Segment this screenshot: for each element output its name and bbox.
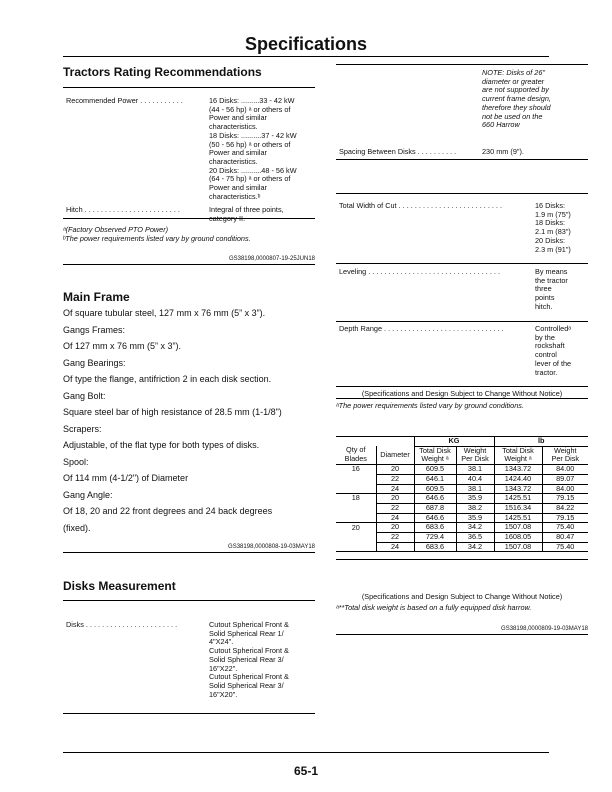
note-line: not be used on the [482, 111, 543, 121]
note-line: diameter or greater [482, 76, 545, 86]
disk-note [482, 69, 587, 130]
power-line: characteristics.ᵇ [209, 191, 261, 201]
tractors-heading: Tractors Rating Recommendations [63, 65, 262, 79]
power-line: Power and similar [209, 148, 267, 158]
width-row [339, 202, 587, 254]
kg-total-cell: 609.5 [414, 465, 456, 475]
lb-per-cell: 75.40 [542, 542, 588, 552]
weights-row [336, 474, 588, 484]
title-rule [63, 56, 549, 57]
lb-total-cell: 1343.72 [494, 484, 542, 494]
disks-line: Solid Spherical Rear 1/ [209, 628, 284, 638]
leveling-line: points [535, 293, 555, 303]
kg-per-header: Weight Per Disk [456, 446, 494, 464]
tractors-table [63, 87, 315, 223]
lb-total-cell: 1425.51 [494, 494, 542, 504]
disks-line: 4"X24". [209, 637, 234, 647]
qty-cell: 16 [351, 464, 360, 474]
note-line: therefore they should [482, 102, 551, 112]
qty-cell: 18 [351, 493, 360, 503]
width-line: 18 Disks: [535, 218, 566, 228]
lb-per-cell: 80.47 [542, 533, 588, 543]
disks-line: Cutout Spherical Front & [209, 620, 289, 629]
hitch-value [209, 206, 309, 223]
main-frame-line: Square steel bar of high resistance of 28.5 mm (1-1/8") [63, 407, 282, 417]
kg-total-cell: 729.4 [414, 533, 456, 543]
spacing-label: Spacing Between Disks . . . . . . . . . . [339, 148, 457, 156]
kg-total-cell: 683.6 [414, 542, 456, 552]
depth-line: control [535, 350, 557, 360]
main-frame-heading: Main Frame [63, 290, 130, 304]
main-frame-line: Of 127 mm x 76 mm (5” x 3”). [63, 341, 182, 351]
power-line: characteristics. [209, 156, 258, 166]
specs-table [336, 193, 588, 399]
depth-row [339, 325, 587, 377]
weights-ref: GS38198,0000809-19-03MAY18 [501, 626, 588, 632]
kg-total-header: Total Disk Weight ᵃ [414, 446, 456, 464]
diameter-cell: 20 [376, 494, 414, 504]
weights-subject-note: (Specifications and Design Subject to Change Without Notice) [361, 592, 563, 601]
kg-total-cell: 683.6 [414, 523, 456, 533]
diameter-cell: 24 [376, 513, 414, 523]
lb-per-header: Weight Per Disk [542, 446, 588, 464]
main-frame-ref: GS38198,0000808-19-03MAY18 [228, 544, 315, 550]
main-frame-line: Gangs Frames: [63, 325, 126, 335]
weights-row [336, 523, 588, 533]
diameter-cell: 24 [376, 542, 414, 552]
page-title: Specifications [244, 34, 368, 54]
weights-row [336, 542, 588, 552]
lb-total-cell: 1343.72 [494, 465, 542, 475]
spacing-value: 230 mm (9"). [482, 147, 524, 156]
kg-per-cell: 40.4 [456, 474, 494, 484]
disks-table [63, 600, 315, 714]
power-line: (50 - 56 hp) ᵃ or others of [209, 139, 291, 149]
qty-cell: 20 [351, 522, 360, 532]
weights-row [336, 494, 588, 504]
lb-total-cell: 1608.05 [494, 533, 542, 543]
power-line: characteristics. [209, 122, 258, 132]
main-frame-line: (fixed). [63, 523, 91, 533]
hitch-label: Hitch . . . . . . . . . . . . . . . . . . . . . . . . [66, 206, 180, 214]
diameter-cell: 22 [376, 533, 414, 543]
width-value [535, 202, 587, 254]
power-row [66, 97, 309, 201]
weights-ref-rule [336, 634, 588, 635]
disks-line: 16"X20". [209, 689, 238, 699]
kg-per-cell: 36.5 [456, 533, 494, 543]
depth-label: Depth Range . . . . . . . . . . . . . . . . . . . . . . . . . . . . . . [339, 325, 504, 333]
footer-rule [63, 752, 549, 753]
specs-subject-note: (Specifications and Design Subject to Change Without Notice) [361, 389, 563, 398]
lb-total-cell: 1425.51 [494, 513, 542, 523]
disks-line: Cutout Spherical Front & [209, 672, 289, 682]
diameter-cell: 22 [376, 474, 414, 484]
weights-row [336, 533, 588, 543]
kg-total-cell: 646.1 [414, 474, 456, 484]
diameter-cell: 24 [376, 484, 414, 494]
lb-total-cell: 1507.08 [494, 523, 542, 533]
qty-cell [336, 503, 376, 513]
power-line: 18 Disks: ..........37 - 42 kW [209, 130, 297, 140]
weights-table [336, 436, 588, 560]
kg-per-cell: 38.1 [456, 484, 494, 494]
weights-row [336, 503, 588, 513]
main-frame-line: Of 18, 20 and 22 front degrees and 24 back degrees [63, 506, 273, 516]
main-frame-line: Scrapers: [63, 424, 102, 434]
main-frame-line: Adjustable, of the flat type for both types of disks. [63, 440, 260, 450]
lb-per-cell: 84.00 [542, 484, 588, 494]
kg-per-cell: 38.1 [456, 465, 494, 475]
width-line: 1.9 m (75") [535, 209, 571, 219]
disks-value [209, 621, 309, 699]
width-line: 2.3 m (91") [535, 244, 571, 254]
diameter-cell: 20 [376, 523, 414, 533]
lb-total-cell: 1507.08 [494, 542, 542, 552]
weights-row [336, 465, 588, 475]
qty-cell [336, 533, 376, 543]
lb-header: lb [494, 437, 588, 447]
depth-value [535, 325, 587, 377]
kg-total-cell: 687.8 [414, 503, 456, 513]
leveling-label: Leveling . . . . . . . . . . . . . . . . . . . . . . . . . . . . . . . . . [339, 268, 500, 276]
kg-total-cell: 646.6 [414, 513, 456, 523]
qty-cell [336, 513, 376, 523]
disks-row [66, 621, 309, 699]
power-value [209, 97, 309, 201]
main-frame-line: Gang Bearings: [63, 358, 126, 368]
width-line: 20 Disks: [535, 235, 566, 245]
lb-per-cell: 75.40 [542, 523, 588, 533]
main-frame-line: Spool: [63, 457, 89, 467]
main-frame-line: Of square tubular steel, 127 mm x 76 mm (5” x 3”). [63, 308, 266, 318]
note-line: are not supported by [482, 85, 549, 95]
disks-line: Solid Spherical Rear 3/ [209, 654, 284, 664]
spacing-table [336, 64, 588, 160]
disks-line: 16"X22". [209, 663, 238, 673]
tractors-ref-rule [63, 264, 315, 265]
qty-cell [336, 484, 376, 494]
main-frame-line: Of type the flange, antifriction 2 in each disk section. [63, 374, 272, 384]
leveling-line: three [535, 284, 552, 294]
leveling-line: hitch. [535, 301, 553, 311]
kg-per-cell: 35.9 [456, 513, 494, 523]
leveling-line: the tractor [535, 275, 568, 285]
lb-per-cell: 79.15 [542, 513, 588, 523]
note-line: 660 Harrow [482, 120, 520, 130]
spacing-row [339, 148, 582, 157]
specs-footnote: ᵃThe power requirements listed vary by ground conditions. [336, 401, 524, 410]
lb-total-cell: 1424.40 [494, 474, 542, 484]
spec-divider-1 [336, 263, 588, 264]
depth-line: lever of the [535, 358, 572, 368]
leveling-line: By means [535, 267, 568, 276]
power-label: Recommended Power . . . . . . . . . . . [66, 97, 183, 105]
spec-divider-3 [336, 386, 588, 387]
main-frame-ref-rule [63, 552, 315, 553]
kg-total-cell: 646.6 [414, 494, 456, 504]
width-line: 2.1 m (83") [535, 227, 571, 237]
tractors-footnote-a: ᵃ(Factory Observed PTO Power) [63, 225, 169, 234]
kg-per-cell: 35.9 [456, 494, 494, 504]
weights-spacer [336, 552, 588, 560]
lb-per-cell: 84.22 [542, 503, 588, 513]
kg-header: KG [414, 437, 494, 447]
qty-header: Qty of Blades [344, 445, 367, 464]
depth-line: rockshaft [535, 341, 565, 351]
qty-cell [336, 474, 376, 484]
page-number: 65-1 [293, 764, 319, 778]
kg-per-cell: 38.2 [456, 503, 494, 513]
kg-per-cell: 34.2 [456, 523, 494, 533]
lb-total-header: Total Disk Weight ᵃ [494, 446, 542, 464]
hitch-line: category II. [209, 213, 246, 223]
disks-line: Cutout Spherical Front & [209, 646, 289, 656]
leveling-row [339, 268, 587, 312]
disks-line: Solid Spherical Rear 3/ [209, 680, 284, 690]
weights-footnote: ᵃ**Total disk weight is based on a fully equipped disk harrow. [336, 603, 532, 612]
diameter-cell: 20 [376, 465, 414, 475]
qty-cell [336, 542, 376, 552]
hitch-line: Integral of three points, [209, 205, 284, 214]
width-line: 16 Disks: [535, 201, 566, 210]
disks-label: Disks . . . . . . . . . . . . . . . . . . . . . . . [66, 621, 178, 629]
weights-row [336, 513, 588, 523]
tractors-ref: GS38198,0000807-19-25JUN18 [228, 256, 315, 262]
main-frame-line: Gang Bolt: [63, 391, 106, 401]
depth-line: tractor. [535, 367, 558, 377]
width-label: Total Width of Cut . . . . . . . . . . . . . . . . . . . . . . . . . . [339, 202, 503, 210]
power-line: 16 Disks: .........33 - 42 kW [209, 96, 295, 105]
lb-total-cell: 1516.34 [494, 503, 542, 513]
depth-line: Controlledᵃ [535, 324, 571, 333]
diameter-header: Diameter [376, 446, 414, 464]
lb-per-cell: 79.15 [542, 494, 588, 504]
power-line: (64 - 75 hp) ᵃ or others of [209, 174, 291, 184]
tractors-footnote-b: ᵇThe power requirements listed vary by ground conditions. [63, 234, 251, 243]
note-line: current frame design, [482, 94, 551, 104]
main-frame-line: Gang Angle: [63, 490, 113, 500]
disks-heading: Disks Measurement [63, 579, 176, 593]
power-line: (44 - 56 hp) ᵃ or others of [209, 104, 291, 114]
main-frame-line: Of 114 mm (4-1/2") of Diameter [63, 473, 189, 483]
hitch-row [66, 206, 309, 223]
spec-divider-2 [336, 321, 588, 322]
diameter-cell: 22 [376, 503, 414, 513]
lb-per-cell: 89.07 [542, 474, 588, 484]
depth-line: by the [535, 332, 555, 342]
lb-per-cell: 84.00 [542, 465, 588, 475]
kg-per-cell: 34.2 [456, 542, 494, 552]
note-line: NOTE: Disks of 26" [482, 68, 546, 77]
power-line: 20 Disks: ..........48 - 56 kW [209, 165, 297, 175]
leveling-value [535, 268, 587, 312]
weights-row [336, 484, 588, 494]
power-line: Power and similar [209, 113, 267, 123]
power-line: Power and similar [209, 183, 267, 193]
kg-total-cell: 609.5 [414, 484, 456, 494]
